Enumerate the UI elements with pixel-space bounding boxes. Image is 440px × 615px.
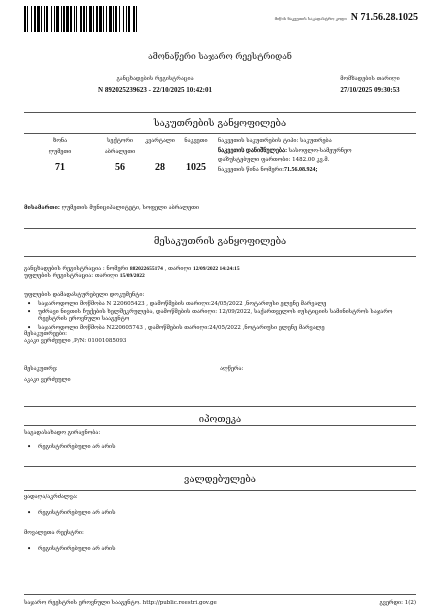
owner-description	[24, 366, 416, 384]
address-label: მისამართი:	[24, 205, 60, 211]
preparation-date: 27/10/2025 09:30:53	[340, 85, 400, 94]
description-label: აღწერა:	[220, 366, 244, 372]
page-number: გვერდი: 1(2)	[379, 600, 416, 606]
owner-name: აკაკი ვერძეული ,P/N: 01001085093	[24, 337, 127, 344]
address-value: ღუმეთის მუნიციპალიტეტი, სოფელი აბრალეთი	[61, 205, 199, 211]
owners-label: მესაკუთრეები:	[24, 331, 67, 337]
divider	[24, 594, 416, 595]
footer-agency: საჯარო რეესტრის ეროვნული სააგენტო. http://public.reestri.gov.ge	[24, 600, 217, 606]
ownership-type: ნაკვეთის საკუთრების ტიპი: საკუთრება	[218, 138, 332, 144]
list-item: • საჯაროდოლი მოწმობა N 220605423 , დამოწმების თარიღი:24/05/2022 ,ნოტარიუსი ელენე მარვალე	[24, 301, 414, 308]
area-value: 1482.00 კვ.მ.	[292, 157, 330, 163]
app-number: 882022655174	[129, 266, 163, 272]
area	[218, 157, 418, 167]
app-date: 12/09/2022 14:24:15	[193, 266, 240, 272]
list-item: • უძრავი ნივთის ჩუქების ხელშეკრულება, დამოწმების თარიღი: 12/09/2022, საქართველოს იუსტიციის სამინისტროს საჯარო რეესტრის ეროვნული სააგენტო	[24, 309, 414, 323]
debtors-value	[24, 546, 115, 553]
divider	[24, 256, 416, 257]
divider	[24, 133, 416, 134]
agency-title: ამონაწერი საჯარო რეესტრიდან	[148, 52, 292, 62]
footer	[24, 600, 416, 607]
share-value: აკაკი ვერძეული	[24, 376, 71, 383]
seizure-text: რეგისტრირებული არ არის	[38, 510, 116, 516]
app-date-label: , თარიღი	[164, 266, 192, 272]
divider	[24, 406, 416, 407]
previous-number-value: 71.56.08.924;	[284, 166, 318, 173]
tax-lien-text: რეგისტრირებული არ არის	[38, 444, 116, 450]
property-section-title: საკუთრების განყოფილება	[153, 118, 287, 129]
ownership-registration	[24, 266, 414, 280]
list-item: • საჯაროდოლი მოწმობა N220605743 , დამოწმების თარიღი:24/05/2022 ,ნოტარიუსი ელენე მარვალე	[24, 325, 414, 332]
tax-lien-value	[24, 444, 115, 451]
tax-lien-label: საგადასახადო გირავნობა:	[24, 430, 101, 436]
reg-date-label: უფლების რეგისტრაცია: თარიღი	[24, 272, 118, 279]
owners	[24, 331, 414, 345]
zone-sub: ღუმეთი	[48, 149, 72, 155]
application-label: განცხადების რეგისტრაცია	[116, 76, 194, 82]
ownership-section-title: მესაკუთრის განყოფილება	[153, 236, 287, 247]
sector-value: 56	[115, 162, 125, 173]
divider	[24, 490, 416, 491]
basis-label: უფლების დამადასტურებელი დოკუმენტი:	[24, 292, 145, 298]
previous-number	[218, 167, 418, 177]
mortgage-section-title: იპოთეკა	[198, 414, 242, 425]
divider	[24, 112, 416, 113]
divider	[24, 228, 416, 229]
cadastral-code: N 71.56.28.1025	[350, 12, 418, 23]
zone-label: ზონა	[52, 138, 68, 144]
header-cadastral-label: მიწის ნაკვეთის საკადასტრო კოდი	[274, 16, 347, 21]
sector-label: სექტორი	[107, 138, 133, 144]
sector-sub: აბრალეთი	[104, 149, 136, 155]
block-value: 28	[155, 162, 165, 173]
seizure-label: ყადაღა/აკრძალვა:	[24, 494, 78, 500]
block-label: კვარტალი	[145, 138, 175, 144]
divider	[24, 466, 416, 467]
share-label: მესაკუთრე:	[24, 366, 58, 372]
reg-date: 15/09/2022	[119, 272, 145, 279]
header-cadastral	[275, 12, 418, 25]
application-number-date: N 892025239623 - 22/10/2025 10:42:01	[98, 85, 212, 94]
debtors-text: რეგისტრირებული არ არის	[38, 546, 116, 552]
application-line	[24, 266, 414, 273]
designation	[218, 148, 418, 158]
basis-documents	[24, 292, 414, 333]
area-label: დაზუსტებული ფართობი:	[218, 157, 291, 163]
divider	[24, 425, 416, 426]
obligations-section-title: ვალდებულება	[184, 474, 256, 485]
parcel-label: ნაკვეთი	[184, 138, 208, 144]
parcel-value: 1025	[186, 162, 206, 173]
seizure-value	[24, 510, 115, 517]
registration-line	[24, 273, 414, 280]
preparation-label: მომზადების თარიღი	[340, 76, 400, 82]
address	[24, 205, 214, 212]
parcel-details	[218, 138, 418, 176]
barcode	[24, 6, 220, 32]
debtors-label: მოვალეთა რეესტრი:	[24, 530, 84, 536]
previous-number-label: ნაკვეთის წინა ნომერი:	[218, 166, 284, 173]
zone-value: 71	[55, 162, 65, 173]
designation-label: ნაკვეთის დანიშნულება:	[218, 147, 288, 154]
designation-value: სასოფლო-სამეურნეო	[288, 147, 352, 154]
document-list	[24, 301, 414, 332]
app-line-label: განცხადების რეგისტრაცია : ნომერი	[24, 266, 129, 272]
